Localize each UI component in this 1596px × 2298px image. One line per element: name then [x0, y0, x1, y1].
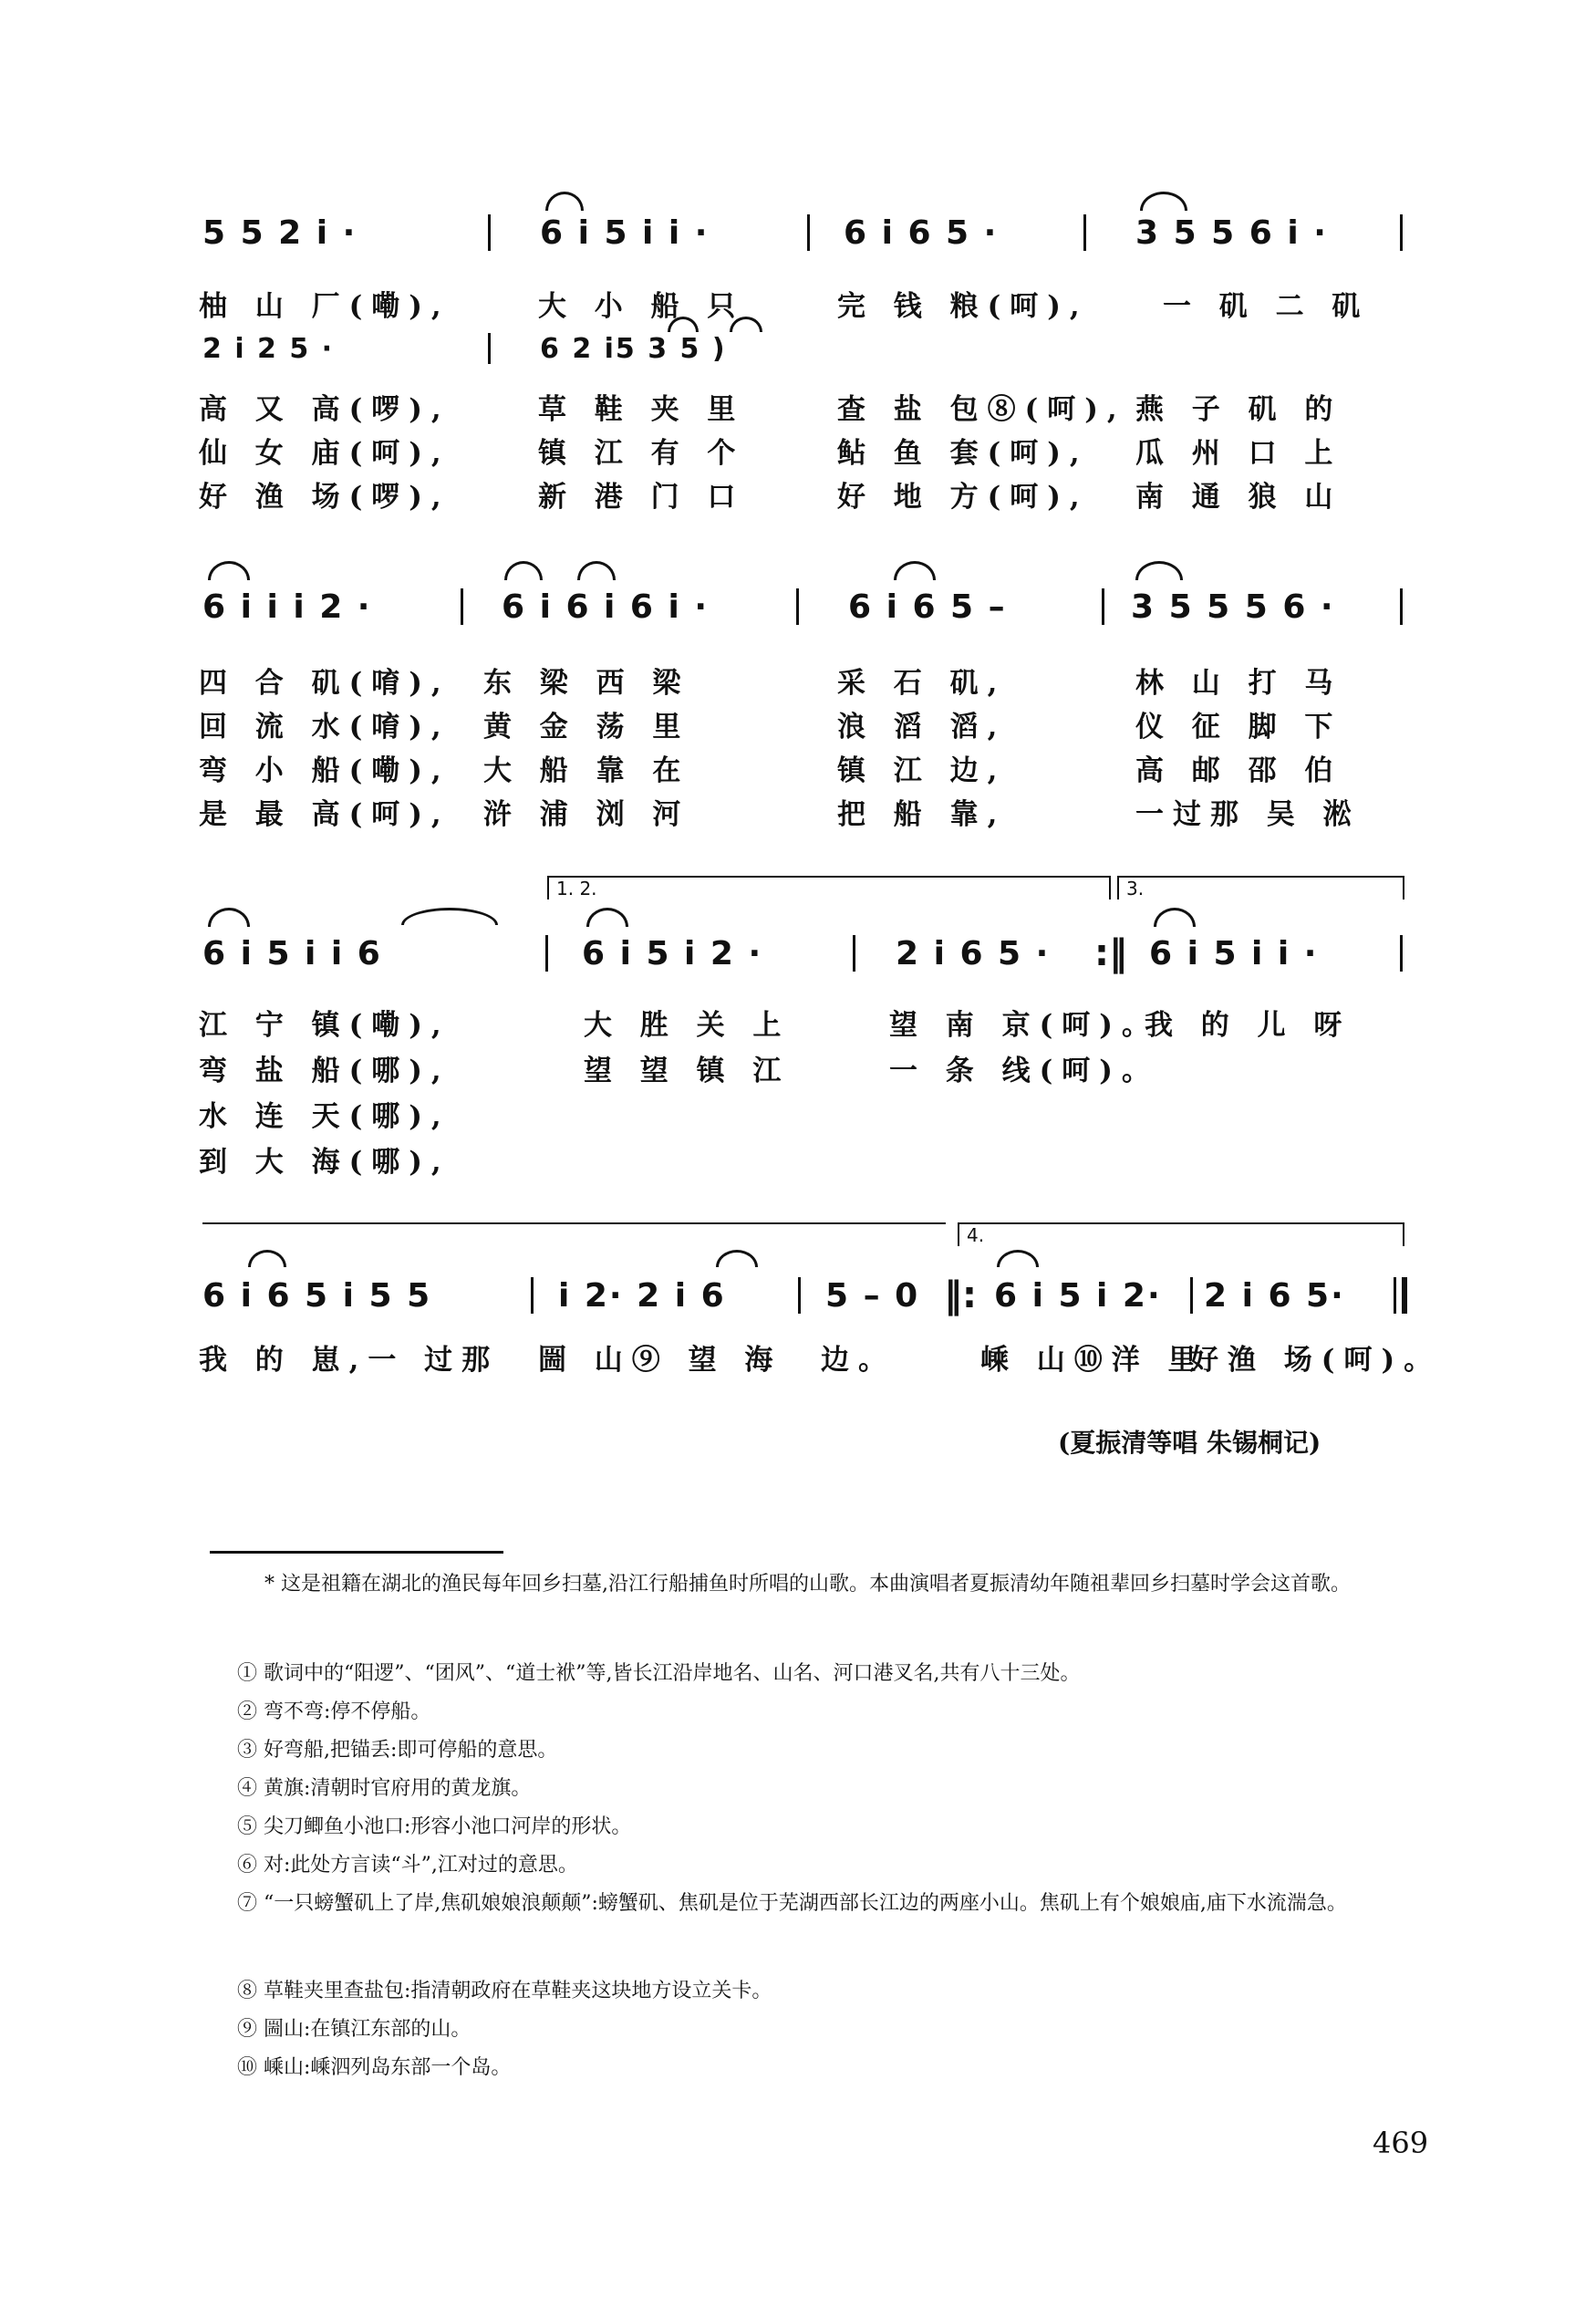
credit-line: (夏振清等唱 朱锡桐记) [1058, 1428, 1321, 1458]
notes-alt-measure-2: 6 2 i5 3 5 ) [540, 333, 727, 365]
lyric: 高 邮 邵 伯 [1135, 754, 1342, 787]
lyric: 一 矶 二 矶 [1163, 290, 1370, 323]
tie [504, 561, 543, 580]
system-2 [0, 561, 1596, 835]
system-4 [0, 1222, 1596, 1405]
barline [807, 214, 810, 251]
notes-measure-1: 6 i 6 5 i 5 5 [202, 1277, 432, 1315]
notes-measure-2: 6 i 6 i 6 i · [502, 588, 710, 626]
lyric: 采 石 矶, [837, 667, 1007, 700]
tie [586, 908, 628, 927]
footnote: ⑩ 嵊山:嵊泗列岛东部一个岛。 [237, 2056, 512, 2079]
lyric: 查 盐 包⑧(呵), [837, 393, 1126, 426]
lyric: 我 的 儿 呀 [1145, 1009, 1352, 1042]
lyric: 浪 滔 滔, [837, 711, 1007, 743]
lyric: 林 山 打 马 [1135, 667, 1342, 700]
lyric: 江 宁 镇(嘞), [199, 1009, 451, 1042]
lyric: 一 条 线(呵)。 [889, 1055, 1159, 1087]
lyric: 浒 浦 浏 河 [483, 798, 690, 831]
lyric: 瓜 州 口 上 [1135, 437, 1342, 470]
lyric: 东 梁 西 梁 [483, 667, 690, 700]
tie [1140, 192, 1187, 211]
barline [488, 333, 491, 364]
barline [545, 935, 548, 972]
lyric: 回 流 水(唷), [199, 711, 451, 743]
lyric: 高 又 高(啰), [199, 393, 451, 426]
lyric: 把 船 靠, [837, 798, 1007, 831]
notes-measure-3: 5 – 0 [825, 1277, 920, 1315]
tie [997, 1250, 1039, 1267]
final-barline [1402, 1277, 1407, 1314]
tie [545, 192, 584, 211]
barline [1400, 588, 1403, 625]
tie [894, 561, 936, 580]
lyric: 好渔 场(呵)。 [1190, 1344, 1442, 1377]
notes-measure-2: i 2· 2 i 6 [558, 1277, 726, 1315]
repeat-end-sign: :‖ [1094, 932, 1127, 974]
lyric: 弯 小 船(嘞), [199, 754, 451, 787]
lyric: 是 最 高(呵), [199, 798, 451, 831]
lyric: 镇 江 边, [837, 754, 1007, 787]
barline [531, 1277, 534, 1314]
notes-alt-measure-1: 2 i 2 5 · [202, 333, 335, 365]
page-number: 469 [1373, 2126, 1429, 2160]
lyric: 大 船 靠 在 [483, 754, 690, 787]
footnote: ② 弯不弯:停不停船。 [237, 1700, 431, 1723]
footnote: ⑧ 草鞋夹里查盐包:指清朝政府在草鞋夹这块地方设立关卡。 [237, 1980, 772, 2002]
lyric: 一过那 吴 淞 [1135, 798, 1361, 831]
volta-bracket-4 [958, 1222, 1404, 1246]
tie [577, 561, 616, 580]
tie [208, 561, 250, 580]
lyric: 草 鞋 夹 里 [538, 393, 745, 426]
footnote: ④ 黄旗:清朝时官府用的黄龙旗。 [237, 1777, 532, 1800]
footnote: ⑥ 对:此处方言读“斗”,江对过的意思。 [237, 1854, 578, 1877]
lyric: 好 渔 场(啰), [199, 481, 451, 514]
barline [798, 1277, 801, 1314]
barline [461, 588, 463, 625]
lyric: 圌 山⑨ 望 海 [538, 1344, 782, 1377]
footnote: ⑨ 圌山:在镇江东部的山。 [237, 2018, 472, 2041]
lyric: 鲇 鱼 套(呵), [837, 437, 1089, 470]
final-barline [1394, 1277, 1396, 1314]
volta-label: 3. [1126, 878, 1145, 899]
footnote-star: * 这是祖籍在湖北的渔民每年回乡扫墓,沿江行船捕鱼时所唱的山歌。本曲演唱者夏振清幼年随祖辈回乡扫墓时学会这首歌。 [264, 1573, 1351, 1596]
lyric: 仙 女 庙(呵), [199, 437, 451, 470]
lyric: 水 连 天(哪), [199, 1100, 451, 1133]
staff-rule [202, 1222, 946, 1224]
lyric: 镇 江 有 个 [538, 437, 745, 470]
lyric: 弯 盐 船(哪), [199, 1055, 451, 1087]
notes-measure-3: 6 i 6 5 – [848, 588, 1007, 626]
notes-measure-4: 3 5 5 5 6 · [1131, 588, 1335, 626]
lyric: 我 的 崽,一 过那 [199, 1344, 500, 1377]
notes-measure-1: 6 i 5 i i 6 [202, 935, 382, 972]
notes-measure-2: 6 i 5 i 2 · [582, 935, 763, 972]
lyric: 完 钱 粮(呵), [837, 290, 1089, 323]
notes-measure-5: 2 i 6 5· [1204, 1277, 1345, 1315]
lyric: 新 港 门 口 [538, 481, 745, 514]
barline [796, 588, 799, 625]
lyric: 南 通 狼 山 [1135, 481, 1342, 514]
barline [1400, 935, 1403, 972]
notes-measure-4: 3 5 5 6 i · [1135, 214, 1328, 252]
volta-label: 4. [967, 1224, 985, 1246]
system-1 [0, 187, 1596, 525]
tie [208, 908, 250, 927]
tie [1135, 561, 1183, 580]
notes-measure-4: 6 i 5 i 2· [994, 1277, 1162, 1315]
notes-measure-2: 6 i 5 i i · [540, 214, 710, 252]
barline [1190, 1277, 1193, 1314]
tie [716, 1250, 758, 1267]
lyric: 到 大 海(哪), [199, 1146, 451, 1179]
lyric: 好 地 方(呵), [837, 481, 1089, 514]
barline [488, 214, 491, 251]
footnote: ① 歌词中的“阳逻”、“团风”、“道士袱”等,皆长江沿岸地名、山名、河口港叉名,共有八十三处。 [237, 1662, 1081, 1685]
lyric: 仪 征 脚 下 [1135, 711, 1342, 743]
repeat-start-sign: ‖: [944, 1274, 977, 1316]
barline [1400, 214, 1403, 251]
notes-measure-3: 2 i 6 5 · [896, 935, 1051, 972]
lyric: 柚 山 厂(嘞), [199, 290, 451, 323]
barline [853, 935, 855, 972]
lyric: 嵊 山⑩洋 里 [980, 1344, 1206, 1377]
barline [1102, 588, 1104, 625]
lyric: 大 小 船 只 [538, 290, 745, 323]
footnote-rule [210, 1551, 503, 1554]
notes-measure-4: 6 i 5 i i · [1149, 935, 1319, 972]
lyric: 四 合 矶(唷), [199, 667, 451, 700]
volta-label: 1. 2. [556, 878, 597, 899]
lyric: 黄 金 荡 里 [483, 711, 690, 743]
tie [248, 1250, 286, 1267]
lyric: 大 胜 关 上 [584, 1009, 791, 1042]
lyric: 望 南 京(呵)。 [889, 1009, 1159, 1042]
lyric: 边。 [821, 1344, 896, 1377]
notes-measure-1: 5 5 2 i · [202, 214, 358, 252]
tie [1154, 908, 1196, 927]
volta-bracket-1-2 [547, 876, 1111, 899]
volta-bracket-3 [1117, 876, 1404, 899]
lyric: 燕 子 矶 的 [1135, 393, 1342, 426]
tie [401, 908, 498, 925]
footnote: ⑦ “一只螃蟹矶上了岸,焦矶娘娘浪颠颠”:螃蟹矶、焦矶是位于芜湖西部长江边的两座小山。焦矶上有个娘娘庙,庙下水流湍急。 [237, 1892, 1347, 1915]
system-3 [0, 876, 1596, 1179]
notes-measure-1: 6 i i i 2 · [202, 588, 372, 626]
barline [1083, 214, 1086, 251]
footnote: ⑤ 尖刀鲫鱼小池口:形容小池口河岸的形状。 [237, 1815, 632, 1838]
notes-measure-3: 6 i 6 5 · [844, 214, 999, 252]
footnote: ③ 好弯船,把锚丢:即可停船的意思。 [237, 1739, 558, 1762]
lyric: 望 望 镇 江 [584, 1055, 791, 1087]
